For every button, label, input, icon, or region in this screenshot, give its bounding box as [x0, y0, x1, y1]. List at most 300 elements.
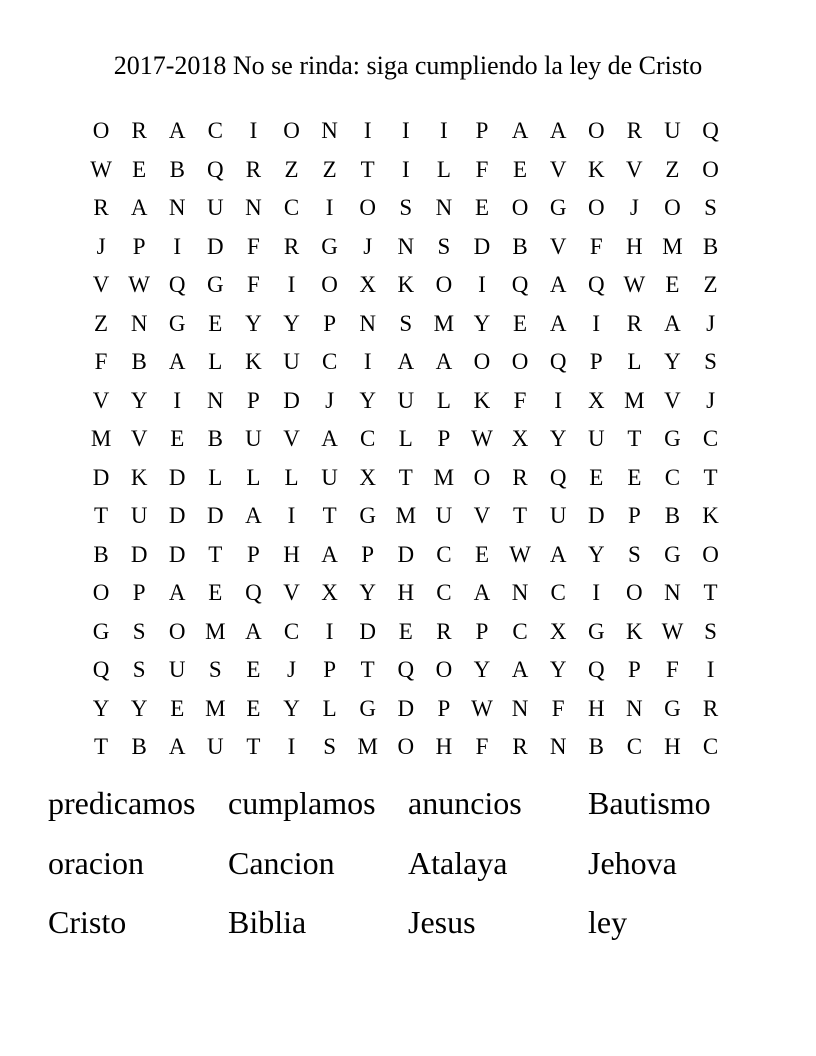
grid-letter: I [173, 233, 182, 259]
grid-letter: Y [664, 349, 681, 375]
grid-letter: T [703, 464, 718, 490]
grid-letter: A [549, 541, 567, 567]
grid-letter: Y [130, 387, 148, 413]
grid-letter: E [170, 695, 185, 721]
grid-letter: K [702, 503, 719, 529]
grid-letter: R [93, 195, 109, 221]
word-list-item: Cancion [228, 844, 335, 881]
grid-letter: C [360, 426, 376, 452]
grid-letter: G [664, 695, 681, 721]
grid-letter: G [321, 233, 338, 259]
grid-letter: F [475, 734, 489, 760]
grid-letter: Y [473, 310, 491, 336]
grid-letter: O [168, 618, 186, 644]
grid-letter: E [170, 426, 185, 452]
grid-letter: E [589, 464, 604, 490]
grid-letter: Y [245, 310, 262, 336]
grid-letter: J [706, 310, 716, 336]
grid-letter: A [168, 349, 186, 375]
grid-row [82, 420, 730, 459]
grid-letter: D [168, 464, 186, 490]
grid-letter: T [94, 734, 109, 760]
grid-letter: M [662, 233, 683, 259]
grid-letter: U [549, 503, 567, 529]
grid-letter: O [321, 272, 338, 298]
grid-letter: W [623, 272, 646, 298]
grid-letter: S [704, 349, 717, 375]
grid-letter: X [511, 426, 529, 452]
grid-letter: P [437, 695, 451, 721]
grid-letter: V [130, 426, 148, 452]
grid-letter: S [132, 657, 146, 683]
grid-letter: I [173, 387, 182, 413]
word-list-item: oracion [48, 844, 144, 881]
grid-letter: N [549, 734, 567, 760]
grid-letter: O [283, 118, 300, 144]
grid-letter: A [168, 580, 186, 606]
grid-letter: O [511, 195, 529, 221]
grid-letter: T [94, 503, 109, 529]
grid-letter: Q [397, 657, 415, 683]
grid-letter: C [436, 541, 452, 567]
grid-letter: F [551, 695, 565, 721]
grid-letter: F [589, 233, 603, 259]
grid-letter: R [131, 118, 147, 144]
grid-letter: L [208, 464, 223, 490]
grid-letter: G [359, 503, 377, 529]
grid-letter: A [435, 349, 453, 375]
grid-letter: P [361, 541, 375, 567]
grid-letter: Y [359, 387, 377, 413]
grid-letter: E [474, 541, 490, 567]
grid-letter: A [549, 118, 567, 144]
grid-letter: Q [168, 272, 186, 298]
grid-letter: I [287, 272, 296, 298]
grid-letter: Y [549, 426, 567, 452]
grid-letter: U [168, 657, 186, 683]
grid-letter: I [592, 310, 601, 336]
grid-letter: D [92, 464, 110, 490]
grid-letter: L [627, 349, 642, 375]
grid-letter: N [245, 195, 262, 221]
grid-letter: E [132, 156, 147, 182]
grid-letter: T [703, 580, 718, 606]
word-list [48, 782, 768, 961]
grid-letter: M [395, 503, 417, 529]
grid-row [82, 305, 730, 344]
grid-letter: K [130, 464, 148, 490]
grid-letter: L [398, 426, 413, 452]
grid-letter: W [509, 541, 531, 567]
grid-letter: U [435, 503, 453, 529]
grid-letter: W [471, 426, 493, 452]
grid-letter: S [704, 195, 717, 221]
grid-letter: I [363, 118, 372, 144]
grid-letter: X [549, 618, 567, 644]
grid-letter: N [207, 387, 224, 413]
grid-letter: D [168, 503, 186, 529]
grid-letter: A [511, 118, 529, 144]
word-list-item: Jesus [408, 904, 476, 940]
grid-row [82, 536, 730, 575]
grid-letter: P [627, 503, 641, 529]
grid-letter: Y [587, 541, 605, 567]
grid-letter: L [322, 695, 337, 721]
grid-letter: P [323, 310, 336, 336]
grid-letter: R [245, 156, 262, 182]
grid-letter: P [475, 118, 489, 144]
grid-letter: E [627, 464, 642, 490]
grid-letter: K [587, 156, 605, 182]
grid-letter: B [169, 156, 185, 182]
grid-letter: V [626, 156, 643, 182]
grid-letter: B [512, 233, 528, 259]
grid-letter: V [283, 426, 300, 452]
grid-letter: F [513, 387, 527, 413]
grid-letter: X [359, 464, 377, 490]
word-list-item: Biblia [228, 904, 307, 940]
grid-letter: D [130, 541, 148, 567]
grid-letter: I [401, 156, 410, 182]
grid-letter: N [168, 195, 186, 221]
grid-letter: L [436, 387, 451, 413]
grid-letter: E [513, 310, 528, 336]
grid-letter: P [627, 657, 641, 683]
grid-letter: V [92, 272, 110, 298]
grid-letter: S [437, 233, 451, 259]
grid-letter: B [93, 541, 109, 567]
grid-letter: G [664, 541, 681, 567]
grid-letter: T [513, 503, 528, 529]
grid-letter: D [359, 618, 377, 644]
grid-letter: F [666, 657, 679, 683]
grid-letter: G [664, 426, 681, 452]
grid-letter: I [363, 349, 372, 375]
grid-letter: N [130, 310, 148, 336]
grid-letter: Q [549, 464, 567, 490]
grid-letter: E [246, 657, 261, 683]
grid-letter: G [168, 310, 186, 336]
grid-letter: N [626, 695, 643, 721]
grid-letter: O [587, 195, 605, 221]
grid-letter: I [554, 387, 562, 413]
grid-letter: F [247, 233, 260, 259]
grid-letter: I [287, 503, 296, 529]
grid-letter: T [627, 426, 642, 452]
grid-letter: B [702, 233, 719, 259]
grid-letter: I [325, 195, 334, 221]
grid-letter: C [550, 580, 566, 606]
grid-letter: N [664, 580, 681, 606]
grid-letter: V [549, 156, 567, 182]
grid-letter: G [92, 618, 110, 644]
grid-letter: O [473, 464, 491, 490]
grid-letter: V [92, 387, 110, 413]
grid-letter: E [398, 618, 413, 644]
grid-letter: X [587, 387, 605, 413]
grid-letter: A [664, 310, 681, 336]
grid-letter: N [397, 233, 415, 259]
grid-letter: H [626, 233, 643, 259]
grid-letter: L [284, 464, 299, 490]
grid-letter: O [587, 118, 605, 144]
grid-letter: F [247, 272, 260, 298]
grid-letter: Z [703, 272, 718, 298]
grid-letter: C [512, 618, 528, 644]
grid-letter: D [168, 541, 186, 567]
grid-letter: M [357, 734, 378, 760]
grid-letter: Z [94, 310, 109, 336]
grid-letter: P [437, 426, 451, 452]
grid-letter: O [92, 580, 110, 606]
grid-letter: J [629, 195, 639, 221]
grid-letter: Y [549, 657, 567, 683]
grid-letter: O [626, 580, 643, 606]
grid-letter: D [473, 233, 491, 259]
grid-letter: E [513, 156, 528, 182]
grid-letter: R [512, 464, 528, 490]
grid-letter: G [207, 272, 224, 298]
grid-letter: U [130, 503, 148, 529]
grid-letter: S [399, 310, 413, 336]
grid-letter: Z [665, 156, 680, 182]
grid-letter: Y [283, 310, 300, 336]
grid-letter: N [321, 118, 338, 144]
grid-letter: U [207, 195, 224, 221]
grid-letter: N [435, 195, 453, 221]
grid-letter: I [478, 272, 486, 298]
grid-letter: E [665, 272, 680, 298]
grid-letter: K [473, 387, 491, 413]
word-list-item: Bautismo [588, 785, 711, 821]
grid-letter: U [321, 464, 338, 490]
grid-letter: O [664, 195, 681, 221]
grid-letter: Q [245, 580, 262, 606]
grid-letter: Z [284, 156, 299, 182]
grid-letter: U [664, 118, 681, 144]
word-list-item: Atalaya [408, 844, 508, 881]
grid-letter: K [245, 349, 262, 375]
grid-letter: S [399, 195, 413, 221]
grid-letter: E [208, 310, 223, 336]
grid-letter: D [207, 233, 224, 259]
grid-letter: P [475, 618, 489, 644]
grid-letter: A [168, 118, 186, 144]
grid-letter: P [132, 580, 146, 606]
grid-letter: O [435, 657, 453, 683]
grid-letter: O [435, 272, 453, 298]
grid-letter: D [397, 541, 415, 567]
grid-row [82, 189, 730, 228]
grid-letter: P [323, 657, 336, 683]
grid-letter: P [132, 233, 146, 259]
grid-row [82, 497, 730, 536]
grid-letter: R [283, 233, 300, 259]
grid-letter: Y [92, 695, 110, 721]
grid-letter: T [398, 464, 413, 490]
grid-letter: C [283, 618, 300, 644]
grid-letter: E [208, 580, 223, 606]
grid-letter: M [624, 387, 645, 413]
grid-letter: O [473, 349, 491, 375]
grid-letter: L [436, 156, 451, 182]
grid-letter: D [207, 503, 224, 529]
grid-letter: K [397, 272, 415, 298]
grid-letter: V [664, 387, 681, 413]
grid-letter: B [664, 503, 681, 529]
grid-letter: I [325, 618, 334, 644]
grid-letter: G [359, 695, 377, 721]
grid-letter: G [587, 618, 605, 644]
grid-letter: K [626, 618, 643, 644]
grid-letter: U [207, 734, 224, 760]
grid-letter: W [471, 695, 493, 721]
grid-letter: M [433, 464, 455, 490]
grid-letter: L [246, 464, 261, 490]
grid-letter: O [702, 541, 719, 567]
grid-letter: E [474, 195, 490, 221]
grid-letter: P [247, 387, 260, 413]
grid-row [82, 343, 730, 382]
grid-letter: H [664, 734, 681, 760]
grid-letter: N [511, 695, 529, 721]
grid-letter: J [706, 387, 716, 413]
grid-letter: U [587, 426, 605, 452]
grid-letter: P [589, 349, 603, 375]
grid-letter: A [549, 310, 567, 336]
grid-letter: O [359, 195, 377, 221]
grid-letter: W [661, 618, 684, 644]
grid-row [82, 266, 730, 305]
grid-letter: A [130, 195, 148, 221]
grid-letter: F [94, 349, 108, 375]
grid-letter: O [92, 118, 110, 144]
grid-letter: R [702, 695, 719, 721]
grid-letter: D [397, 695, 415, 721]
grid-letter: L [208, 349, 223, 375]
grid-letter: B [131, 349, 147, 375]
grid-letter: P [247, 541, 260, 567]
grid-row [82, 112, 730, 151]
grid-letter: M [90, 426, 112, 452]
grid-row [82, 728, 730, 767]
grid-letter: C [283, 195, 300, 221]
grid-letter: N [359, 310, 377, 336]
grid-letter: Z [322, 156, 337, 182]
grid-letter: T [246, 734, 261, 760]
grid-letter: A [245, 503, 262, 529]
grid-letter: I [287, 734, 296, 760]
grid-letter: S [132, 618, 146, 644]
word-list-item: anuncios [408, 785, 522, 821]
grid-letter: X [321, 580, 338, 606]
word-list-item: Jehova [588, 844, 677, 881]
grid-letter: O [511, 349, 529, 375]
grid-letter: Q [587, 272, 605, 298]
grid-letter: G [549, 195, 567, 221]
grid-letter: A [397, 349, 415, 375]
grid-letter: U [397, 387, 415, 413]
grid-letter: V [283, 580, 300, 606]
grid-letter: N [511, 580, 529, 606]
grid-row [82, 690, 730, 729]
grid-letter: J [363, 233, 373, 259]
grid-letter: C [702, 426, 719, 452]
grid-letter: Y [130, 695, 148, 721]
grid-letter: C [664, 464, 681, 490]
grid-letter: B [207, 426, 223, 452]
grid-letter: W [128, 272, 150, 298]
grid-letter: Y [283, 695, 300, 721]
grid-letter: T [360, 156, 375, 182]
grid-letter: B [131, 734, 147, 760]
word-list-item: Cristo [48, 904, 127, 940]
grid-letter: S [208, 657, 222, 683]
grid-row [82, 151, 730, 190]
grid-letter: O [702, 156, 719, 182]
grid-row [82, 651, 730, 690]
grid-letter: D [587, 503, 605, 529]
grid-letter: W [90, 156, 112, 182]
grid-letter: X [359, 272, 377, 298]
grid-letter: T [322, 503, 337, 529]
word-list-item: predicamos [48, 785, 196, 821]
grid-letter: V [549, 233, 567, 259]
grid-letter: B [588, 734, 604, 760]
grid-letter: T [360, 657, 375, 683]
grid-letter: Q [511, 272, 529, 298]
grid-letter: C [702, 734, 719, 760]
grid-letter: O [397, 734, 415, 760]
grid-letter: F [475, 156, 489, 182]
grid-letter: J [96, 233, 106, 259]
grid-letter: Q [587, 657, 605, 683]
grid-letter: Y [359, 580, 377, 606]
grid-letter: I [706, 657, 715, 683]
grid-letter: R [626, 310, 643, 336]
grid-letter: V [473, 503, 491, 529]
grid-row [82, 574, 730, 613]
grid-letter: I [592, 580, 601, 606]
grid-letter: I [401, 118, 410, 144]
grid-letter: U [283, 349, 300, 375]
grid-letter: M [205, 618, 226, 644]
grid-letter: E [246, 695, 261, 721]
word-search-grid [82, 112, 730, 767]
grid-row [82, 382, 730, 421]
grid-letter: Q [207, 156, 224, 182]
grid-letter: J [287, 657, 296, 683]
grid-letter: C [321, 349, 338, 375]
grid-letter: M [205, 695, 226, 721]
grid-letter: T [208, 541, 223, 567]
grid-letter: A [168, 734, 186, 760]
grid-letter: R [626, 118, 643, 144]
grid-letter: H [435, 734, 453, 760]
page-title: 2017-2018 No se rinda: siga cumpliendo la ley de Cristo [113, 51, 703, 80]
grid-letter: H [397, 580, 415, 606]
grid-letter: C [207, 118, 223, 144]
grid-letter: Y [473, 657, 491, 683]
grid-letter: A [511, 657, 529, 683]
grid-letter: D [283, 387, 300, 413]
word-list-item: cumplamos [228, 785, 376, 821]
grid-letter: R [512, 734, 528, 760]
grid-row [82, 613, 730, 652]
grid-row [82, 228, 730, 267]
grid-letter: H [587, 695, 605, 721]
grid-letter: A [321, 426, 338, 452]
